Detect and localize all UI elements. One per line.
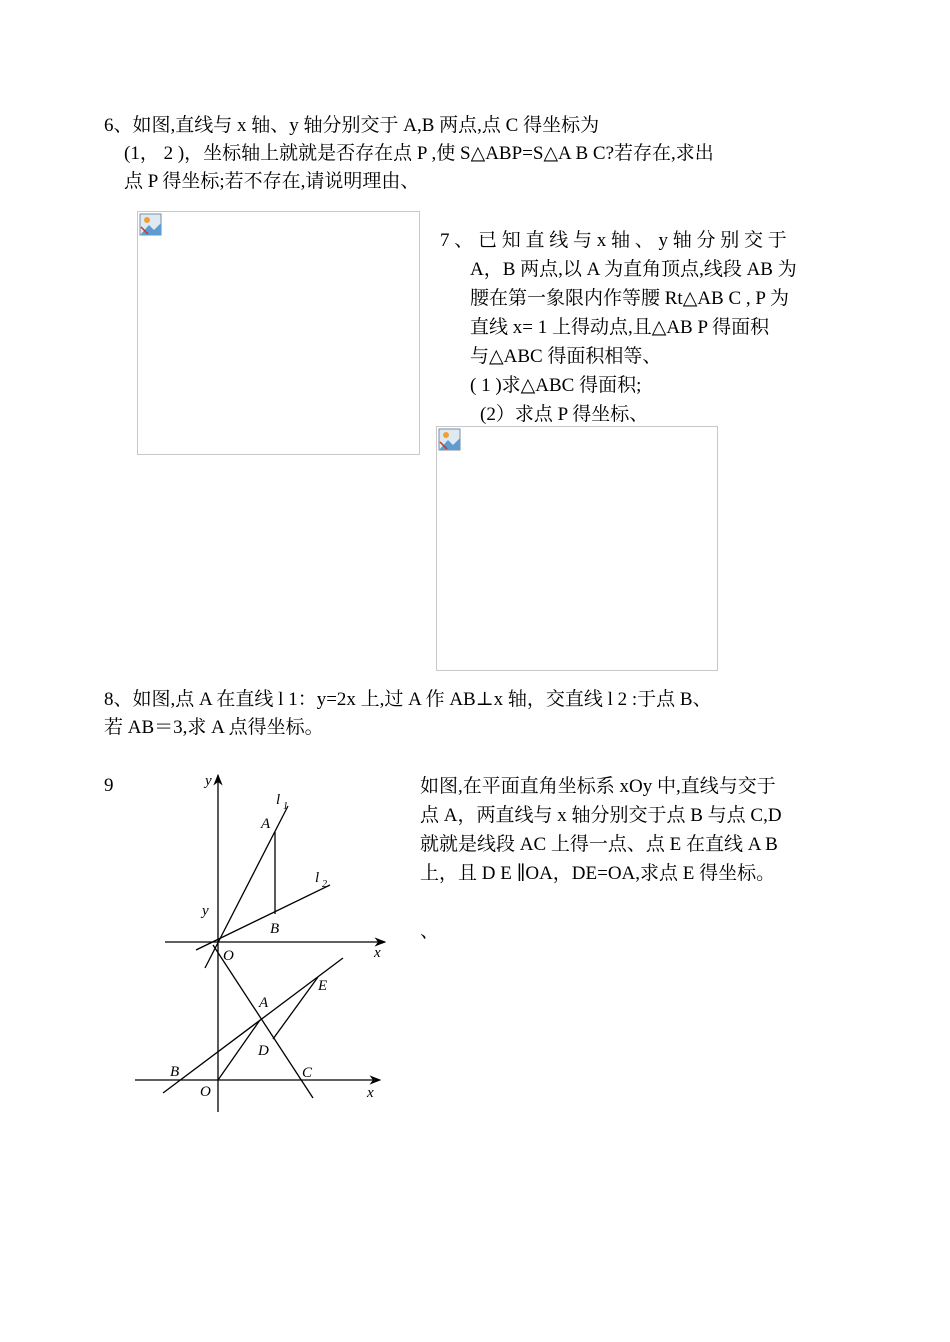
q8-label-b: B xyxy=(270,921,280,937)
q8-label-y-top: y xyxy=(205,773,212,789)
q9-text-line-5: 、 xyxy=(420,921,440,942)
q7-text-line-4: 直线 x= 1 上得动点,且△AB P 得面积 xyxy=(470,317,770,338)
q9-label-x: x xyxy=(367,1085,374,1101)
q8-text-line-1: 8、如图,点 A 在直线 l 1：y=2x 上,过 A 作 AB⊥x 轴，交直线 l 2 :于点 B、 xyxy=(104,689,712,710)
q7-text-line-2: A，B 两点,以 A 为直角顶点,线段 AB 为 xyxy=(470,259,797,280)
q6-text-line-1: 6、如图,直线与 x 轴、y 轴分别交于 A,B 两点,点 C 得坐标为 xyxy=(104,115,600,136)
q8-label-o: O xyxy=(223,948,234,964)
q7-text-line-3: 腰在第一象限内作等腰 Rt△AB C , P 为 xyxy=(470,288,789,309)
figure-q8-diagram xyxy=(165,775,385,1112)
q9-label-d: D xyxy=(258,1043,269,1059)
q9-label-a: A xyxy=(259,995,269,1011)
q8-label-y: y xyxy=(202,903,209,919)
q9-segment-de xyxy=(273,977,318,1039)
q8-label-l2: l xyxy=(315,870,320,886)
q6-text-line-3: 点 P 得坐标;若不存在,请说明理由、 xyxy=(124,171,420,192)
figure-q9-labels xyxy=(170,978,374,1101)
q7-text-line-7: (2）求点 P 得坐标、 xyxy=(480,404,649,425)
q7-text-line-1: 7 、 已 知 直 线 与 x 轴 、 y 轴 分 别 交 于 xyxy=(440,230,787,251)
q9-label-b: B xyxy=(170,1064,180,1080)
q9-label-o: O xyxy=(200,1084,211,1100)
q9-number: 9 xyxy=(104,775,114,796)
q9-line-ac xyxy=(213,945,313,1098)
q9-text-line-2: 点 A，两直线与 x 轴分别交于点 B 与点 C,D xyxy=(420,805,782,826)
q7-text-line-6: ( 1 )求△ABC 得面积; xyxy=(470,375,642,396)
q9-text-line-1: 如图,在平面直角坐标系 xOy 中,直线与交于 xyxy=(420,776,776,797)
q8-text-line-2: 若 AB＝3,求 A 点得坐标。 xyxy=(104,717,324,738)
q9-text-line-4: 上，且 D E ∥OA，DE=OA,求点 E 得坐标。 xyxy=(420,863,776,884)
q8-label-a: A xyxy=(261,816,271,832)
q8-label-l2-sub: 2 xyxy=(322,879,327,890)
q8-label-l1: l xyxy=(276,792,281,808)
q6-text-line-2: (1， 2 )，坐标轴上就就是否存在点 P ,使 S△ABP=S△A B C?若存在,求出 xyxy=(124,143,714,164)
q8-line-l2 xyxy=(196,885,330,950)
q9-text-line-3: 就就是线段 AC 上得一点、点 E 在直线 A B xyxy=(420,834,778,855)
q9-line-ab xyxy=(163,958,343,1093)
q8-label-x: x xyxy=(374,945,381,961)
q7-text-line-5: 与△ABC 得面积相等、 xyxy=(470,346,662,367)
q8-label-l1-sub: 1 xyxy=(283,801,288,812)
q9-label-e: E xyxy=(318,978,328,994)
q9-label-c: C xyxy=(302,1065,313,1081)
q9-line-through-o-a xyxy=(218,1020,260,1080)
